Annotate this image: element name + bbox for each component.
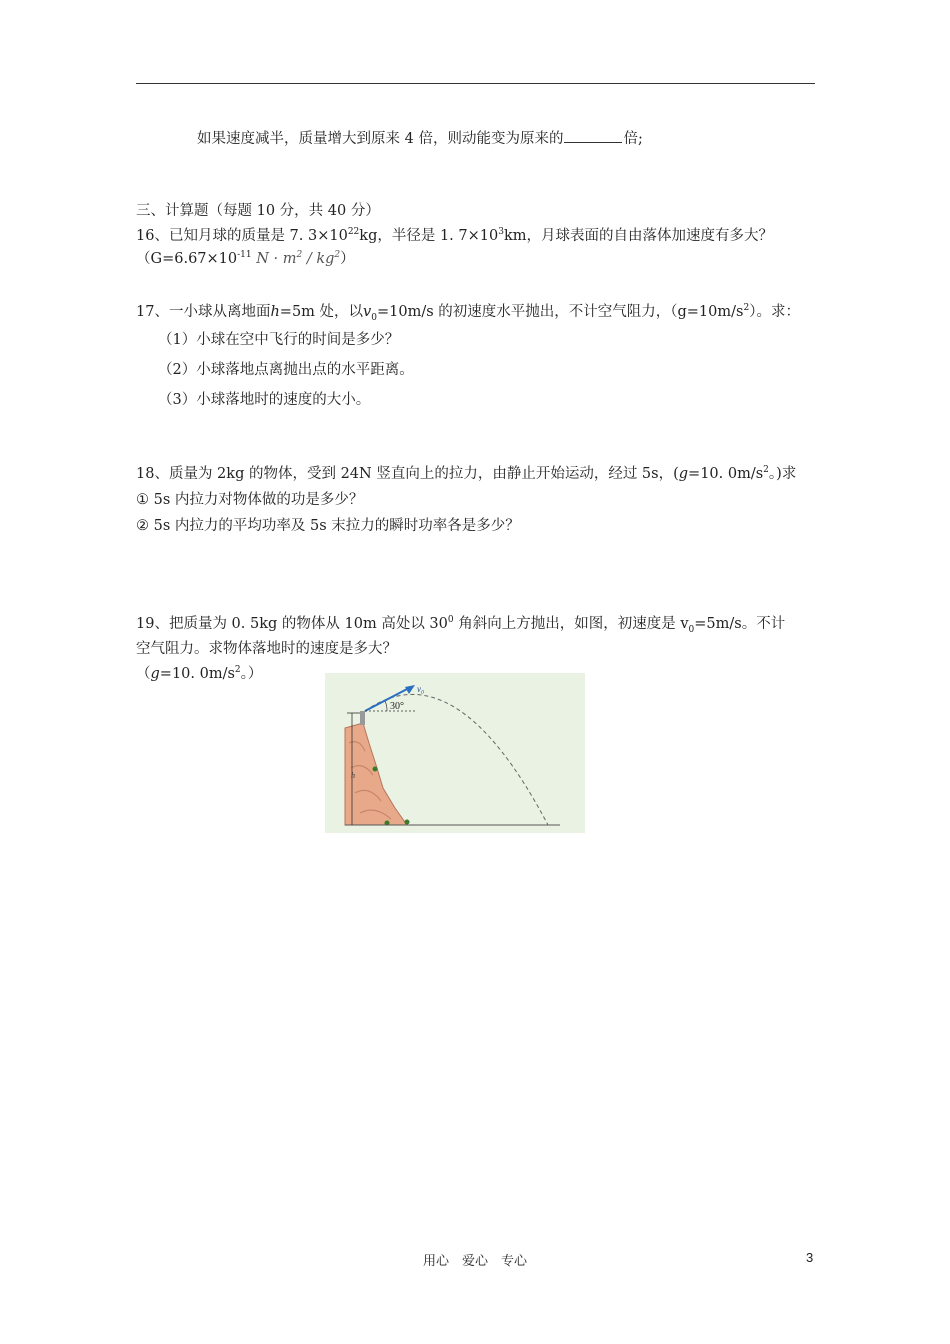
question-16-line-2: （$G=6.67\times 10^{-11}$ $N \cdot m^2 / kg^2$） <box>136 250 355 267</box>
question-16-line-1: 16、已知月球的质量是 7. $3\times 10^{22}kg$，半径是 1. $7\times 10^3km$，月球表面的自由落体加速度有多大？ <box>136 227 774 244</box>
question-19-line-3: （g=10. $0m/s^2$。） <box>136 665 263 682</box>
question-18-sub-1: ① 5s 内拉力对物体做的功是多少？ <box>136 492 364 508</box>
bush-dot <box>373 767 378 772</box>
velocity-label: v₀ <box>417 684 425 694</box>
question-17-sub-3: （3）小球落地时的速度的大小。 <box>158 392 371 408</box>
question-18-line-1: 18、质量为 2kg 的物体，受到 24N 竖直向上的拉力，由静止开始运动，经过 5s，(g=10. $0m/s^2$。)求 <box>136 465 797 482</box>
prev-question-tail: 如果速度减半，质量增大到原来 4 倍，则动能变为原来的 倍; <box>197 128 643 149</box>
launcher <box>360 711 365 725</box>
question-18-sub-2: ② 5s 内拉力的平均功率及 5s 末拉力的瞬时功率各是多少？ <box>136 518 520 534</box>
section-title: 三、计算题（每题 10 分，共 40 分） <box>136 203 380 219</box>
angle-label: 30° <box>390 701 404 712</box>
header-rule <box>136 83 815 84</box>
page-footer: 用心 爱心 专心 <box>422 1254 527 1269</box>
question-17-sub-1: （1）小球在空中飞行的时间是多少？ <box>158 332 400 348</box>
question-17-line-1: 17、一小球从离地面h=5m 处，以$v_0=10m/s$ 的初速度水平抛出，不计空气阻力，$(g=10m/s^2)$。求： <box>136 303 800 323</box>
page-number: 3 <box>806 1250 814 1265</box>
question-19-line-1: 19、把质量为 0. 5kg 的物体从 10m 高处以 $30^0$ 角斜向上方抛出，如图，初速度是 $v_0=5m/s$。不计 <box>136 615 786 635</box>
bush-dot <box>405 820 410 825</box>
question-17-sub-2: （2）小球落地点离抛出点的水平距离。 <box>158 362 414 378</box>
projectile-figure <box>325 673 585 833</box>
height-label: h <box>351 771 355 780</box>
answer-blank[interactable] <box>564 128 622 143</box>
question-19-line-2: 空气阻力。求物体落地时的速度是多大？ <box>136 641 397 657</box>
